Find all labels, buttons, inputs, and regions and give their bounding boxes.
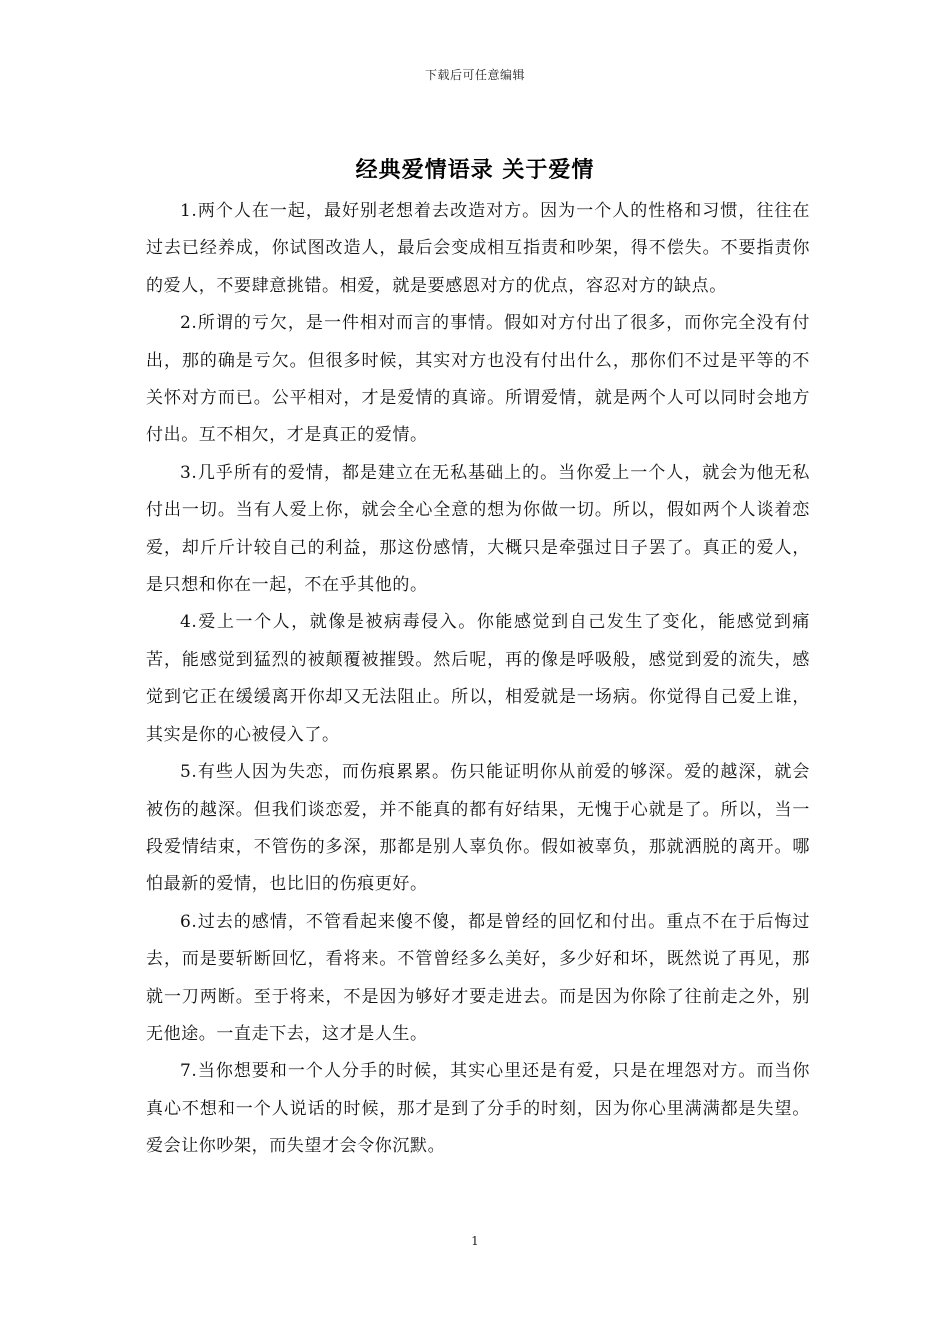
paragraph-6: 6.过去的感情，不管看起来傻不傻，都是曾经的回忆和付出。重点不在于后悔过去，而是要斩断回忆，看将来。不管曾经多么美好，多少好和坏，既然说了再见，那就一刀两断。至于将来，不是因为够好才要走进去。而是因为你除了往前走之外，别无他途。一直走下去，这才是人生。	[146, 911, 810, 1044]
paragraph-5: 5.有些人因为失恋，而伤痕累累。伤只能证明你从前爱的够深。爱的越深，就会被伤的越深。但我们谈恋爱，并不能真的都有好结果，无愧于心就是了。所以，当一段爱情结束，不管伤的多深，那都是别人辜负你。假如被辜负，那就洒脱的离开。哪怕最新的爱情，也比旧的伤痕更好。	[146, 762, 810, 895]
page-number: 1	[471, 1234, 479, 1248]
paragraph-4: 4.爱上一个人，就像是被病毒侵入。你能感觉到自己发生了变化，能感觉到痛苦，能感觉到猛烈的被颠覆被摧毁。然后呢，再的像是呼吸般，感觉到爱的流失，感觉到它正在缓缓离开你却又无法阻止。所以，相爱就是一场病。你觉得自己爱上谁，其实是你的心被侵入了。	[146, 612, 810, 745]
paragraph-7: 7.当你想要和一个人分手的时候，其实心里还是有爱，只是在埋怨对方。而当你真心不想和一个人说话的时候，那才是到了分手的时刻，因为你心里满满都是失望。爱会让你吵架，而失望才会令你沉默。	[146, 1061, 810, 1157]
document-title: 经典爱情语录 关于爱情	[355, 158, 595, 183]
header-note: 下载后可任意编辑	[424, 68, 525, 82]
paragraph-2: 2.所谓的亏欠，是一件相对而言的事情。假如对方付出了很多，而你完全没有付出，那的确是亏欠。但很多时候，其实对方也没有付出什么，那你们不过是平等的不关怀对方而已。公平相对，才是爱情的真谛。所谓爱情，就是两个人可以同时会地方付出。互不相欠，才是真正的爱情。	[146, 313, 810, 446]
document-body	[146, 193, 810, 1166]
paragraph-3: 3.几乎所有的爱情，都是建立在无私基础上的。当你爱上一个人，就会为他无私付出一切。当有人爱上你，就会全心全意的想为你做一切。所以，假如两个人谈着恋爱，却斤斤计较自己的利益，那这份感情，大概只是牵强过日子罢了。真正的爱人，是只想和你在一起，不在乎其他的。	[146, 462, 810, 596]
paragraph-1: 1.两个人在一起，最好别老想着去改造对方。因为一个人的性格和习惯，往往在过去已经养成，你试图改造人，最后会变成相互指责和吵架，得不偿失。不要指责你的爱人，不要肆意挑错。相爱，就是要感恩对方的优点，容忍对方的缺点。	[146, 201, 810, 296]
